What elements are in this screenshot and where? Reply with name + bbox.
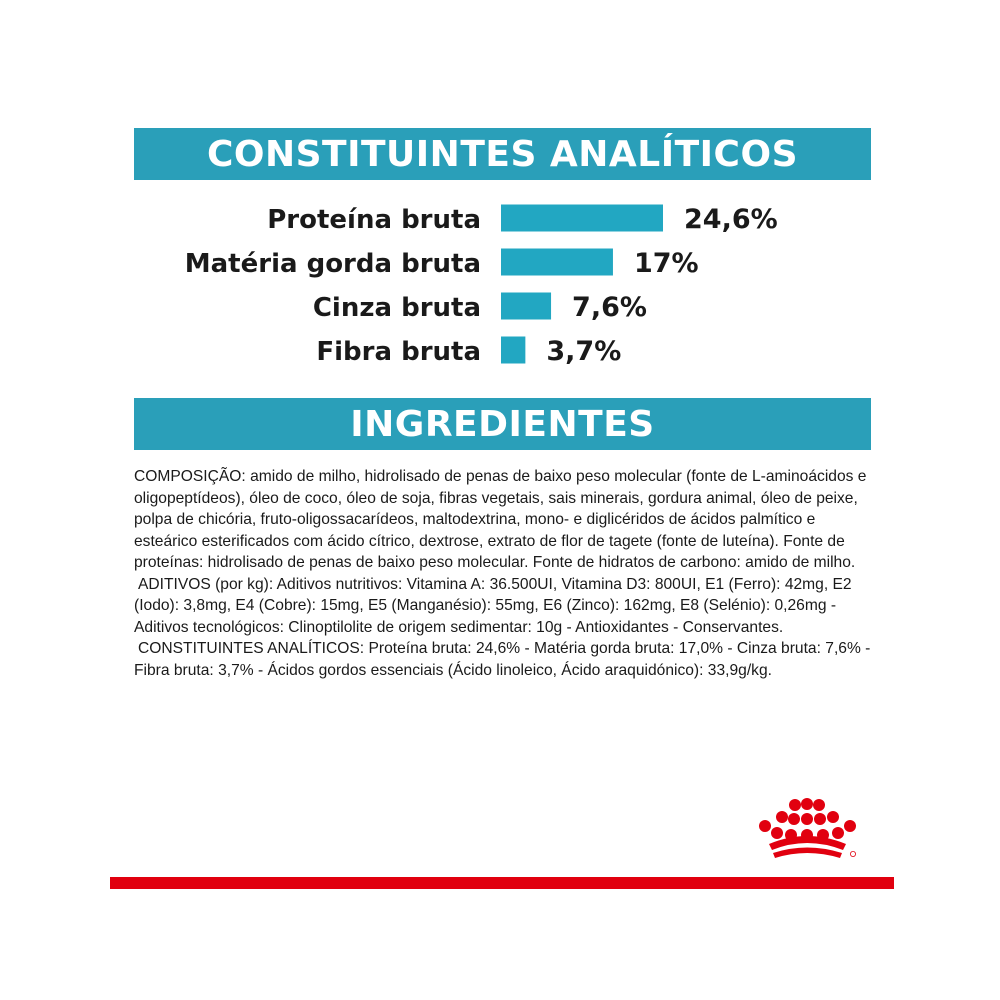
value-label: 17% — [633, 248, 699, 279]
royal-crown-icon — [755, 798, 860, 860]
value-label: 7,6% — [572, 292, 647, 323]
value-label: 3,7% — [546, 336, 622, 367]
additives-paragraph: ADITIVOS (por kg): Aditivos nutritivos: Vitamina A: 36.500UI, Vitamina D3: 800UI, E1 (Ferro): 42mg, E2 (Iodo): 3,8mg, E4 (Cobre): 15mg, E5 (Manganésio): 55mg, E6 (Zinco): 162mg, E8 (Selénio): 0,26mg - Aditivos tecnológicos: Clinoptilolite de origem sedimentar: 10g - Antioxidantes - Conservantes. — [134, 575, 852, 636]
ingredients-header: INGREDIENTES — [134, 398, 871, 450]
analytic-paragraph: CONSTITUINTES ANALÍTICOS: Proteína bruta: 24,6% - Matéria gorda bruta: 17,0% - Cinza bruta: 7,6% - Fibra bruta: 3,7% - Ácidos gordos essenciais (Ácido linoleico, Ácido araquidónico): 33,9g/kg. — [134, 640, 871, 679]
category-label: Proteína bruta — [267, 205, 481, 235]
bar — [501, 249, 613, 276]
value-label: 24,6% — [684, 204, 778, 235]
ingredients-text — [134, 466, 874, 681]
category-label: Matéria gorda bruta — [184, 249, 481, 279]
bar — [501, 337, 525, 364]
composition-paragraph: COMPOSIÇÃO: amido de milho, hidrolisado de penas de baixo peso molecular (fonte de L-aminoácidos e oligopeptídeos), óleo de coco, óleo de soja, fibras vegetais, sais minerais, gordura animal, óleo de peixe, polpa de chicória, fruto-oligossacarídeos, maltodextrina, mono- e diglicéridos de ácidos palmítico e esteárico esterificados com ácido cítrico, dextrose, extrato de flor de tagete (fonte de luteína). Fonte de proteínas: hidrolisado de penas de baixo peso molecular. Fonte de hidratos de carbono: amido de milho. — [134, 468, 867, 571]
category-label: Cinza bruta — [312, 293, 481, 323]
bar — [501, 293, 551, 320]
analytic-constituents-header: CONSTITUINTES ANALÍTICOS — [134, 128, 871, 180]
category-label: Fibra bruta — [316, 337, 481, 367]
analytic-bar-chart — [134, 190, 871, 380]
bar — [501, 205, 663, 232]
brand-footer-bar — [110, 877, 894, 889]
